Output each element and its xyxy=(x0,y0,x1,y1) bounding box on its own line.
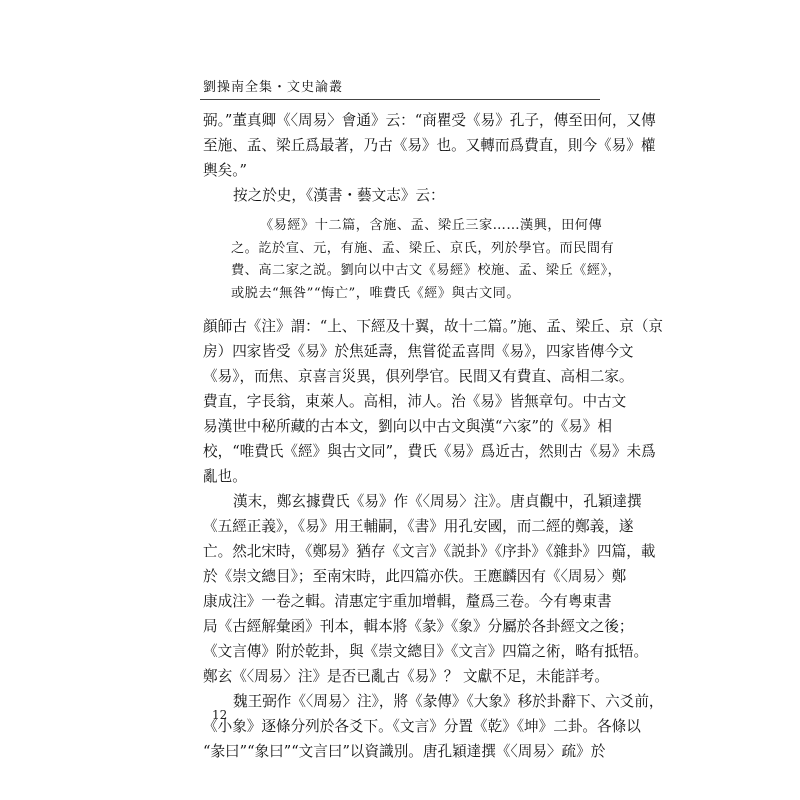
body-line: 《易》，而焦、京喜言災異，俱列學官。民間又有費直、高相二家。 xyxy=(203,368,634,385)
block-quote xyxy=(203,215,622,305)
body-line: 《文言傳》附於乾卦，與《崇文總目》《文言》四篇之術，略有抵牾。 xyxy=(203,643,649,660)
quote-line: 或脱去“無咎”“悔亡”，唯費氏《經》與古文同。 xyxy=(231,285,521,301)
body-line: “彖曰”“象曰”“文言曰”以資識別。唐孔穎達撰《〈周易〉疏》於 xyxy=(203,743,606,760)
body-line: 校，“唯費氏《經》與古文同”，費氏《易》爲近古，然則古《易》未爲 xyxy=(203,443,656,460)
body-line: 局《古經解彙函》刊本，輯本將《彖》《象》分屬於各卦經文之後； xyxy=(203,618,634,635)
quote-line: 費、高二家之説。劉向以中古文《易經》校施、孟、梁丘《經》， xyxy=(231,263,622,278)
body-line: 費直，字長翁，東萊人。高相，沛人。治《易》皆無章句。中古文 xyxy=(203,393,627,410)
quote-line: 《易經》十二篇，含施、孟、梁丘三家……漢興，田何傳 xyxy=(260,218,603,233)
body-line: 《五經正義》，《易》用王輔嗣，《書》用孔安國，而二經的鄭義，遂 xyxy=(203,518,634,535)
header-rule xyxy=(200,99,600,100)
body-line: 按之於史，《漢書・藝文志》云： xyxy=(233,187,445,204)
body-line: 魏王弼作《〈周易〉注》，將《彖傳》《大象》移於卦辭下、六爻前， xyxy=(233,693,664,710)
body-line: 鄭玄《〈周易〉注》是否已亂古《易》？ 文獻不足，未能詳考。 xyxy=(203,668,609,685)
body-line: 房）四家皆受《易》於焦延壽，焦嘗從孟喜問《易》，四家皆傳今文 xyxy=(203,343,634,360)
running-header: 劉操南全集・文史論叢 xyxy=(203,80,344,95)
body-line: 至施、孟、梁丘爲最著，乃古《易》也。又轉而爲費直，則今《易》權 xyxy=(203,137,656,154)
body-line: 弼。”董真卿《〈周易〉會通》云：“商瞿受《易》孔子，傳至田何，又傳 xyxy=(203,112,656,129)
body-line: 於《崇文總目》；至南宋時，此四篇亦佚。王應麟因有《〈周易〉鄭 xyxy=(203,568,627,585)
body-line: 亂也。 xyxy=(203,468,247,485)
body-line: 顔師古《注》謂：“上、下經及十翼，故十二篇。”施、孟、梁丘、京（京 xyxy=(203,318,664,335)
body-line: 亡。然北宋時，《鄭易》猶存《文言》《説卦》《序卦》《雜卦》四篇，載 xyxy=(203,543,656,560)
body-text xyxy=(203,108,664,764)
page-number: 12 xyxy=(212,708,228,722)
quote-line: 之。訖於宣、元，有施、孟、梁丘、京氏，列於學官。而民間有 xyxy=(231,240,615,256)
body-line: 康成注》一卷之輯。清惠定宇重加增輯，釐爲三卷。今有粵東書 xyxy=(203,593,612,610)
body-line: 漢末，鄭玄據費氏《易》作《〈周易〉注》。唐貞觀中，孔穎達撰 xyxy=(233,493,642,510)
body-line: 輿矣。” xyxy=(203,162,247,179)
body-line: 《小象》逐條分列於各爻下。《文言》分置《乾》《坤》二卦。各條以 xyxy=(203,718,641,735)
body-line: 易漢世中秘所藏的古本文，劉向以中古文與漢“六家”的《易》相 xyxy=(203,418,612,435)
